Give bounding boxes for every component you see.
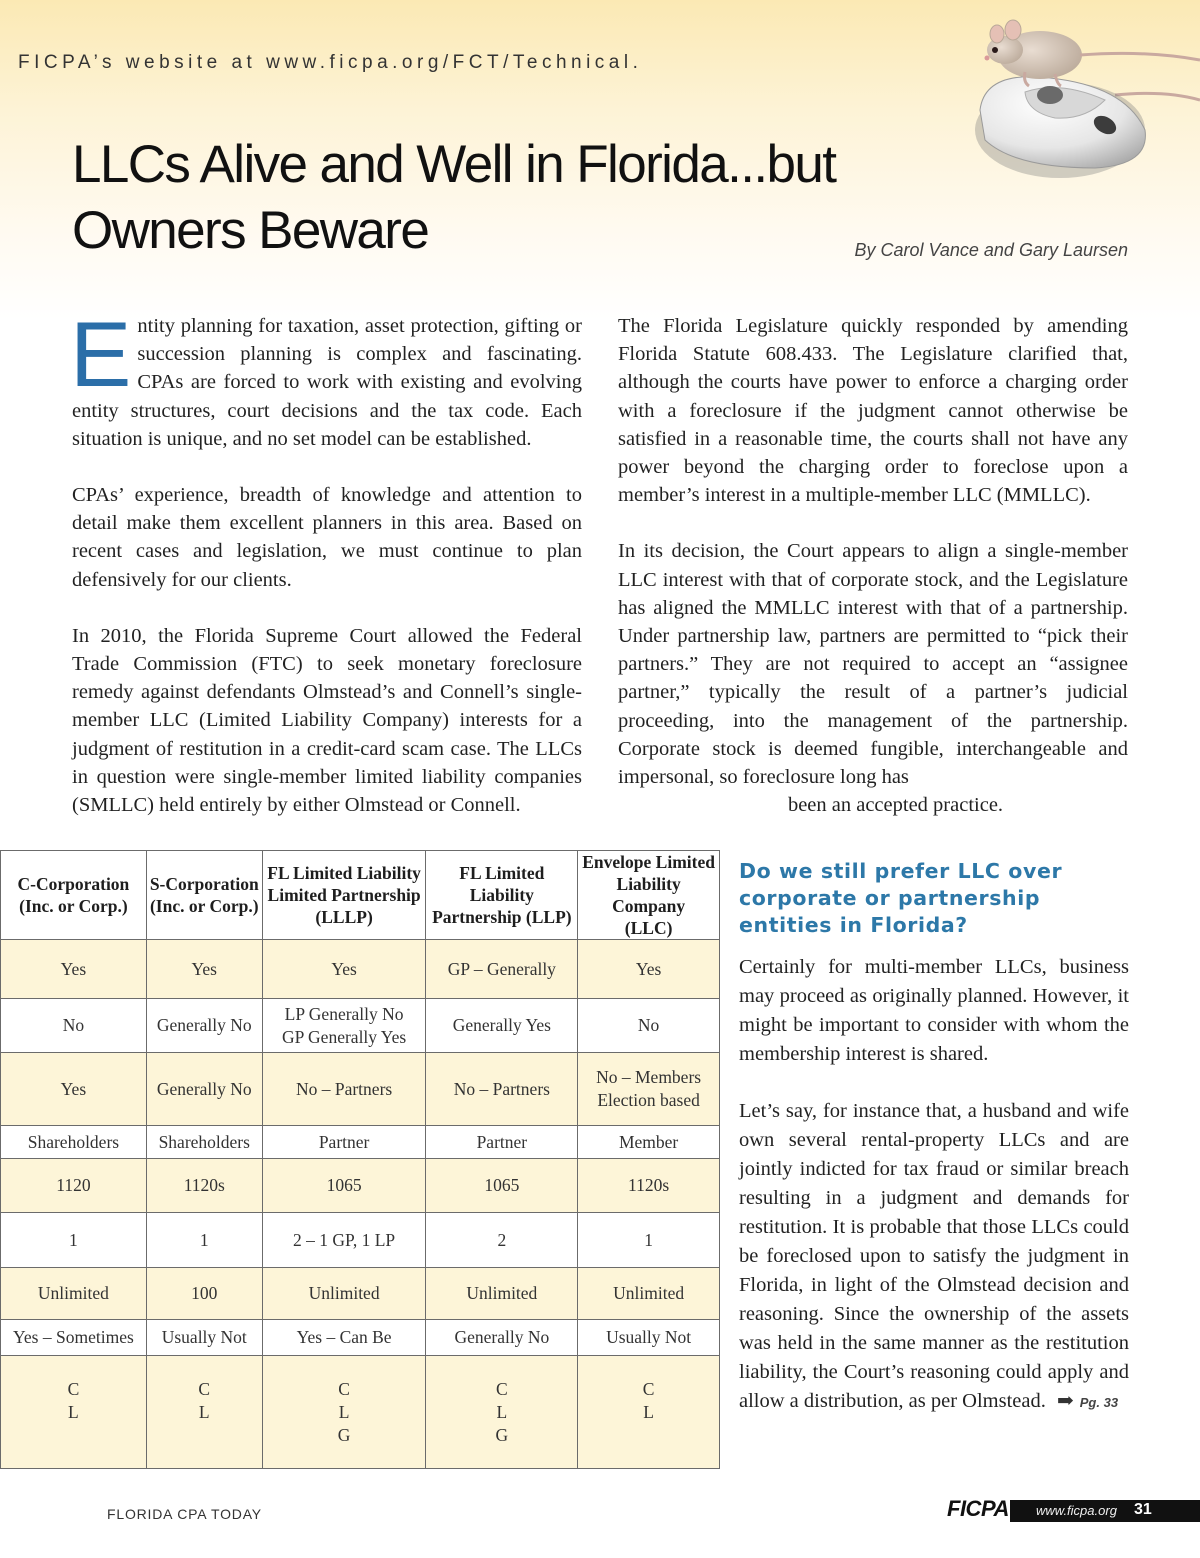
table-cell: No – Partners [426, 1053, 578, 1126]
right-paragraph-1: The Florida Legislature quickly responded by amending Florida Statute 608.433. The Legislature clarified that, although the courts have power to enforce a charging order with a foreclosure if the judgment cannot otherwise be satisfied in a reasonable time, the courts shall not have any power beyond the charging order to foreclose upon a member’s interest in a multiple-member LLC (MMLLC). [618, 315, 1128, 507]
table-row [1, 1213, 720, 1268]
left-paragraph-1 [70, 304, 582, 453]
table-cell: Generally No [146, 1053, 262, 1126]
table-header-row [1, 851, 720, 940]
sidebar-paragraph-2 [739, 1097, 1129, 1417]
table-cell: 1120 [1, 1159, 147, 1213]
entity-comparison-table [0, 850, 720, 1469]
left-paragraph-2: CPAs’ experience, breadth of knowledge and attention to detail make them excellent planners in this area. Based on recent cases and legislation, we must continue to plan defensively for our clients. [72, 484, 582, 591]
table-cell: 1 [146, 1213, 262, 1268]
table-cell: Yes [262, 940, 426, 999]
ficpa-logo-text: FICPA [947, 1496, 1009, 1521]
sidebar [739, 858, 1129, 1445]
table-cell: No [578, 999, 720, 1053]
article-title-line-2: Owners Beware [72, 201, 429, 260]
table-cell: C L G [426, 1356, 578, 1469]
table-cell: Unlimited [262, 1268, 426, 1320]
table-cell: C L [1, 1356, 147, 1469]
table-cell: Generally No [426, 1320, 578, 1356]
right-paragraph-2 [618, 537, 1128, 819]
table-cell: 1 [578, 1213, 720, 1268]
footer-publication: FLORIDA CPA TODAY [107, 1506, 262, 1522]
table-cell: 1065 [426, 1159, 578, 1213]
sidebar-text [739, 953, 1129, 1417]
footer-site: www.ficpa.org [1036, 1503, 1117, 1518]
table-cell: C L G [262, 1356, 426, 1469]
table-header-cell: C-Corporation (Inc. or Corp.) [1, 851, 147, 940]
continued-page-link[interactable]: Pg. 33 [1079, 1395, 1119, 1410]
table-cell: LP Generally No GP Generally Yes [262, 999, 426, 1053]
table-cell: 1120s [578, 1159, 720, 1213]
table-cell: 1120s [146, 1159, 262, 1213]
arrow-right-icon: ➡ [1057, 1390, 1074, 1412]
table-cell: 1 [1, 1213, 147, 1268]
sidebar-heading: Do we still prefer LLC over corporate or partnership entities in Florida? [739, 859, 1063, 937]
table-header-cell: Envelope Limited Liability Company (LLC) [578, 851, 720, 940]
sidebar-paragraph-2-text: Let’s say, for instance that, a husband and wife own several rental-property LLCs and are jointly indicted for tax fraud or similar breach resulting in a judgment and demands for restitution. It is probable that those LLCs could be foreclosed upon to satisfy the judgment in Florida, in light of the Olmstead decision and reasoning. Since the ownership of the assets was held in the same manner as the restitution liability, the Court’s reasoning could apply and allow a distribution, as per Olmstead. [739, 1100, 1129, 1412]
table-cell: Yes [146, 940, 262, 999]
table-row [1, 1356, 720, 1469]
left-paragraph-1-text: ntity planning for taxation, asset protection, gifting or succession planning is complex and fascinating. CPAs are forced to work with existing and evolving entity structures, court decisions and the tax code. Each situation is unique, and no set model can be established. [72, 315, 582, 450]
table-row [1, 940, 720, 999]
page-number: 31 [1134, 1501, 1152, 1518]
table-cell: 2 [426, 1213, 578, 1268]
table-cell: Partner [426, 1126, 578, 1159]
entity-comparison-table-wrap [0, 850, 720, 1469]
table-cell: Usually Not [146, 1320, 262, 1356]
table-cell: Generally No [146, 999, 262, 1053]
table-cell: Shareholders [1, 1126, 147, 1159]
table-cell: No [1, 999, 147, 1053]
table-cell: Yes [1, 1053, 147, 1126]
right-paragraph-2-text: In its decision, the Court appears to align a single-member LLC interest with that of corporate stock, and the Legislature has aligned the MMLLC interest with that of a partnership. Under partnership law, partners are permitted to “pick their partners.” They are not required to accept an “assignee partner,” typically the result of a partner’s judicial proceeding, into the management of the partnership. Corporate stock is deemed fungible, interchangeable and impersonal, so foreclosure long has [618, 540, 1128, 789]
table-cell: Yes – Can Be [262, 1320, 426, 1356]
table-cell: 2 – 1 GP, 1 LP [262, 1213, 426, 1268]
table-row [1, 1126, 720, 1159]
right-paragraph-2-end: been an accepted practice. [787, 794, 1004, 817]
table-row [1, 1268, 720, 1320]
table-cell: Member [578, 1126, 720, 1159]
table-cell: C L [146, 1356, 262, 1469]
table-row [1, 1159, 720, 1213]
right-column [618, 312, 1128, 847]
table-cell: 100 [146, 1268, 262, 1320]
table-row [1, 1320, 720, 1356]
table-header-cell: FL Limited Liability Limited Partnership (LLLP) [262, 851, 426, 940]
table-cell: Unlimited [1, 1268, 147, 1320]
table-cell: Unlimited [426, 1268, 578, 1320]
table-row [1, 999, 720, 1053]
table-row [1, 1053, 720, 1126]
table-cell: 1065 [262, 1159, 426, 1213]
header-url-line: FICPA’s website at www.ficpa.org/FCT/Technical. [18, 52, 643, 73]
table-cell: Generally Yes [426, 999, 578, 1053]
sidebar-paragraph-1: Certainly for multi-member LLCs, business may proceed as originally planned. However, it might be important to consider with whom the membership interest is shared. [739, 956, 1129, 1065]
table-header-cell: S-Corporation (Inc. or Corp.) [146, 851, 262, 940]
footer-bar [1010, 1500, 1200, 1522]
ficpa-logo [947, 1496, 1009, 1522]
computer-mouse-with-rat-image [965, 0, 1200, 190]
table-cell: Unlimited [578, 1268, 720, 1320]
table-cell: No – Partners [262, 1053, 426, 1126]
table-header-cell: FL Limited Liability Partnership (LLP) [426, 851, 578, 940]
article-title-line-1: LLCs Alive and Well in Florida...but [72, 135, 836, 194]
drop-cap: E [70, 304, 132, 406]
table-cell: Partner [262, 1126, 426, 1159]
table-cell: Usually Not [578, 1320, 720, 1356]
table-cell: Yes [1, 940, 147, 999]
table-cell: No – Members Election based [578, 1053, 720, 1126]
table-cell: C L [578, 1356, 720, 1469]
left-column [70, 304, 582, 847]
left-paragraph-3: In 2010, the Florida Supreme Court allowed the Federal Trade Commission (FTC) to seek monetary foreclosure remedy against defendants Olmstead’s and Connell’s single-member LLC (Limited Liability Company) interests for a judgment of restitution in a credit-card scam case. The LLCs in question were single-member limited liability companies (SMLLC) held entirely by either Olmstead or Connell. [72, 624, 582, 817]
table-cell: Yes [578, 940, 720, 999]
article-title [72, 132, 932, 264]
table-cell: Yes – Sometimes [1, 1320, 147, 1356]
table-cell: GP – Generally [426, 940, 578, 999]
table-cell: Shareholders [146, 1126, 262, 1159]
byline: By Carol Vance and Gary Laursen [854, 240, 1128, 260]
